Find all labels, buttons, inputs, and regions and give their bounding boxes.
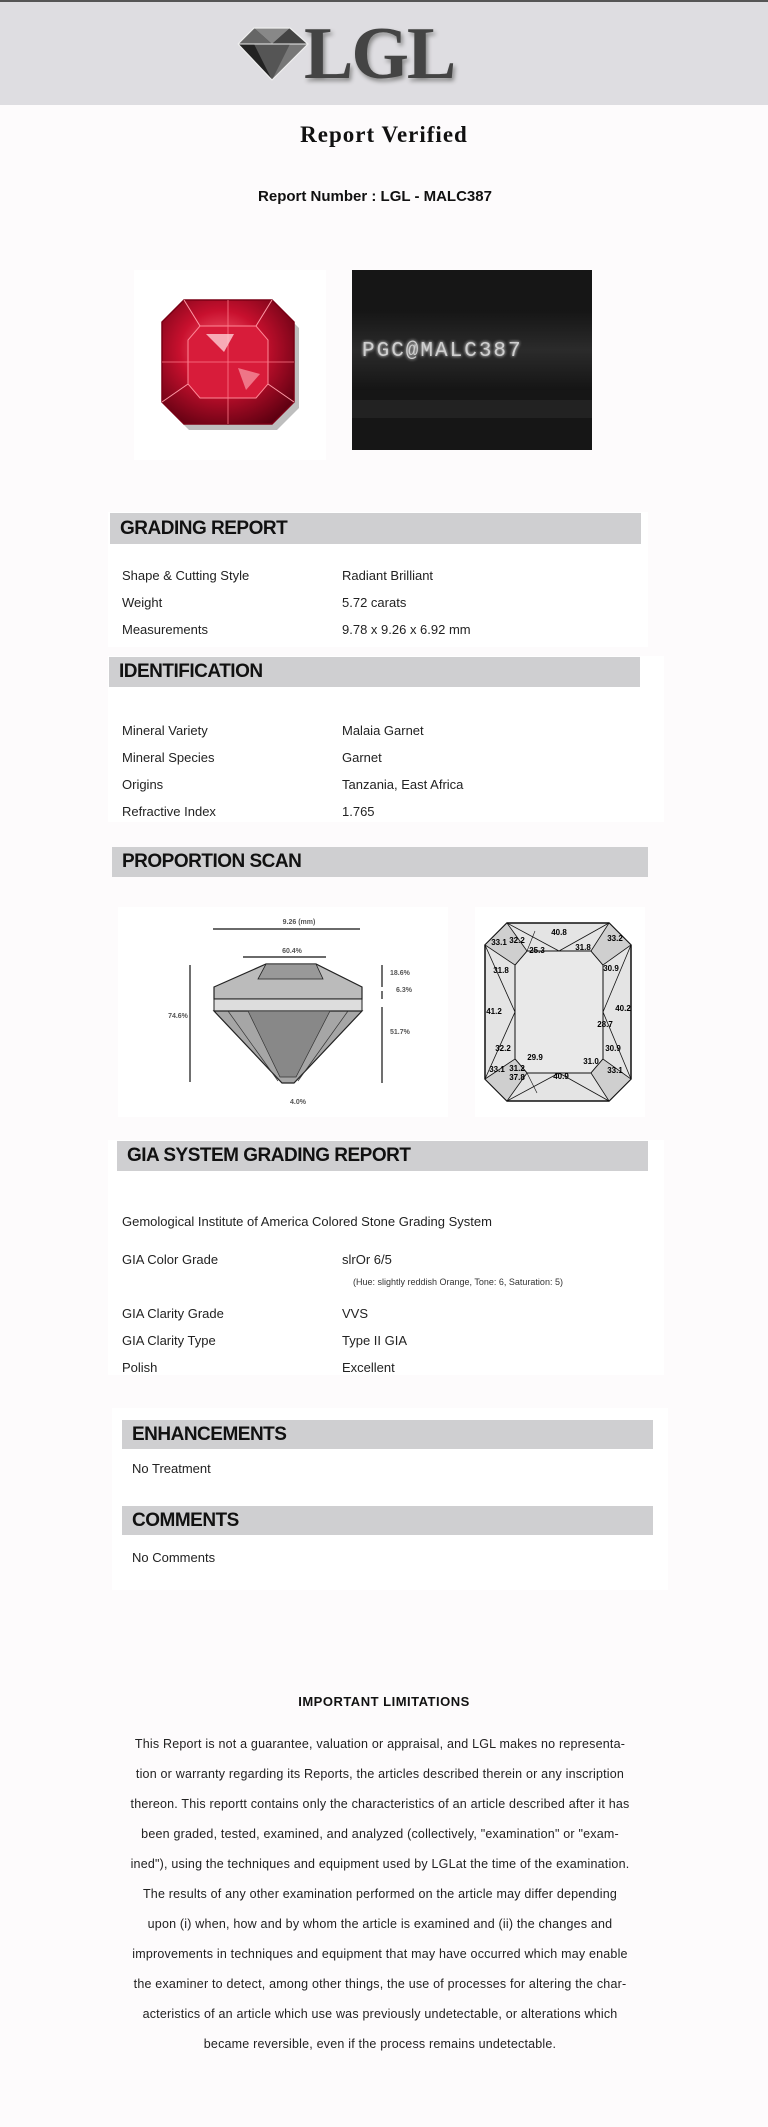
gia-value-clarity-grade: VVS [342,1306,369,1321]
gia-label-color: GIA Color Grade [122,1252,219,1267]
gia-label-clarity-grade: GIA Clarity Grade [122,1306,224,1321]
id-label-ri: Refractive Index [122,804,216,819]
id-value-origins: Tanzania, East Africa [342,777,464,792]
facet-value-3: 33.1 [491,938,507,947]
limitations-line: been graded, tested, examined, and analyzed (collectively, "examination" or "exam- [141,1827,619,1841]
profile-crown-label: 18.6% [390,970,410,977]
gia-color-note: (Hue: slightly reddish Orange, Tone: 6, Saturation: 5) [353,1277,563,1287]
facet-value-12: 32.2 [495,1044,511,1053]
gia-intro: Gemological Institute of America Colored Stone Grading System [122,1214,492,1229]
limitations-line: thereon. This reportt contains only the characteristics of an article described after it has [130,1797,630,1811]
facet-value-17: 37.8 [509,1073,525,1082]
comments-text: No Comments [132,1550,216,1565]
grading-label-weight: Weight [122,595,163,610]
limitations-line: The results of any other examination performed on the article may differ depending [142,1887,618,1901]
gem-photo [134,270,326,460]
profile-width-label: 9.26 (mm) [282,919,316,926]
facet-value-13: 29.9 [527,1053,543,1062]
grading-label-shape: Shape & Cutting Style [122,568,250,583]
enhancements-text: No Treatment [132,1461,211,1476]
gia-value-clarity-type: Type II GIA [342,1333,408,1348]
id-value-variety: Malaia Garnet [342,723,424,738]
inscription-text: PGC@MALC387 [362,340,523,363]
enhancements-heading: ENHANCEMENTS [122,1420,653,1449]
lgl-logo [232,13,492,95]
grading-value-weight: 5.72 carats [342,595,407,610]
grading-value-measurements: 9.78 x 9.26 x 6.92 mm [342,622,471,637]
report-number: Report Number : LGL - MALC387 [258,188,492,205]
grading-value-shape: Radiant Brilliant [342,568,434,583]
limitations-line: acteristics of an article which use was previously undetectable, or alterations which [142,2007,618,2021]
limitations-line: the examiner to detect, among other things, the use of processes for altering the char- [133,1977,627,1991]
facet-value-19: 31.0 [583,1057,599,1066]
id-value-species: Garnet [342,750,382,765]
id-label-species: Mineral Species [122,750,215,765]
diamond-icon [232,22,312,84]
gia-label-clarity-type: GIA Clarity Type [122,1333,216,1348]
facet-value-2: 33.2 [607,934,623,943]
limitations-line: improvements in techniques and equipment that may have occurred which may enable [132,1947,628,1961]
comments-heading: COMMENTS [122,1506,653,1535]
facet-value-16: 31.2 [509,1064,525,1073]
facet-value-1: 40.8 [551,928,567,937]
facet-value-6: 31.8 [575,943,591,952]
gia-value-color: slrOr 6/5 [342,1252,392,1267]
limitations-line: ined"), using the techniques and equipment used by LGLat the time of the examination. [130,1857,630,1871]
profile-girdle-label: 6.3% [396,987,412,994]
gia-label-polish: Polish [122,1360,158,1375]
identification-heading: IDENTIFICATION [109,657,640,687]
limitations-line: tion or warranty regarding its Reports, the articles described therein or any inscription [135,1767,625,1781]
gia-value-polish: Excellent [342,1360,395,1375]
header-banner [0,0,768,105]
id-label-variety: Mineral Variety [122,723,208,738]
facet-value-14: 30.9 [605,1044,621,1053]
limitations-title: IMPORTANT LIMITATIONS [298,1694,470,1709]
profile-culet-label: 4.0% [290,1099,306,1106]
grading-label-measurements: Measurements [122,622,208,637]
id-value-ri: 1.765 [342,804,375,819]
facet-diagram [475,907,645,1117]
profile-diagram [118,907,448,1117]
limitations-line: This Report is not a guarantee, valuation or appraisal, and LGL makes no representa- [134,1737,626,1751]
facet-value-8: 30.9 [603,964,619,973]
limitations-line: became reversible, even if the process remains undetectable. [203,2037,557,2051]
facet-value-20: 33.1 [607,1066,623,1075]
limitations-line: upon (i) when, how and by whom the article is examined and (ii) the changes and [147,1917,613,1931]
profile-pavilion-label: 51.7% [390,1029,410,1036]
facet-value-5: 25.3 [529,946,545,955]
id-label-origins: Origins [122,777,164,792]
gia-heading: GIA SYSTEM GRADING REPORT [117,1141,648,1171]
facet-value-9: 41.2 [486,1007,502,1016]
facet-value-15: 33.1 [489,1065,505,1074]
facet-value-11: 28.7 [597,1020,613,1029]
proportion-scan-heading: PROPORTION SCAN [112,847,648,877]
profile-table-label: 60.4% [282,948,302,955]
logo-text: LGL [304,13,455,95]
profile-depth-label: 74.6% [168,1013,188,1020]
facet-value-10: 40.2 [615,1004,631,1013]
grading-report-heading: GRADING REPORT [110,513,641,544]
inscription-photo [352,270,592,450]
facet-value-4: 32.2 [509,936,525,945]
facet-value-18: 40.9 [553,1072,569,1081]
page-title: Report Verified [300,122,468,147]
facet-value-7: 31.8 [493,966,509,975]
